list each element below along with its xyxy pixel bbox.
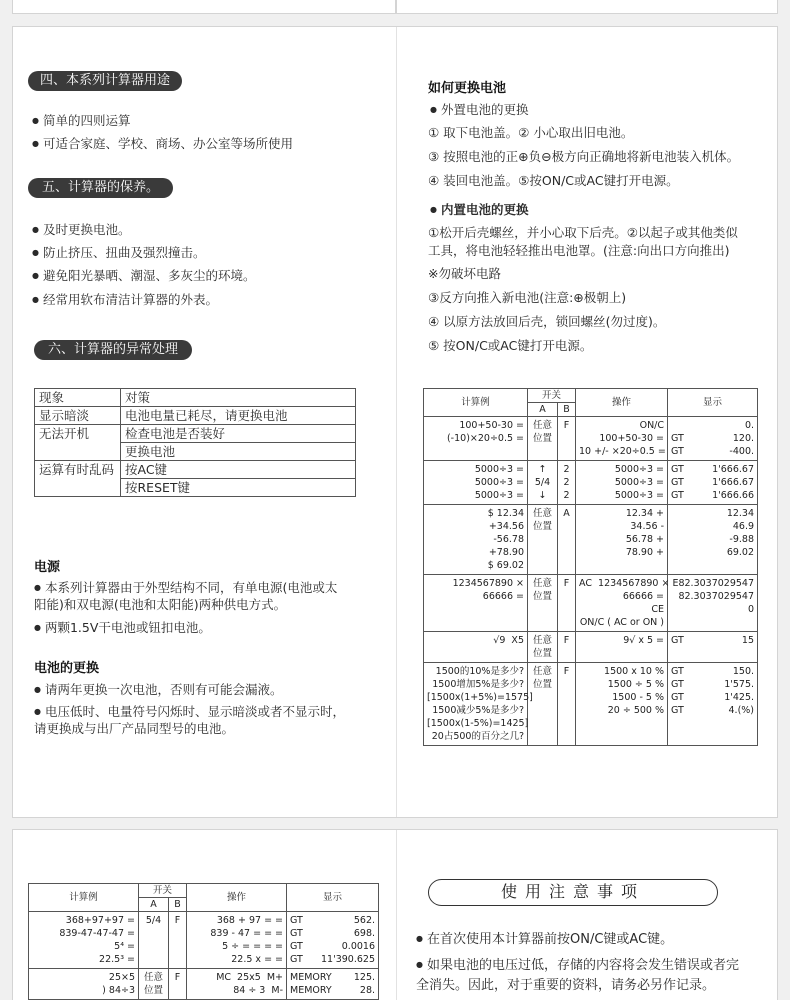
cell-display	[668, 632, 758, 663]
header-b: B	[558, 403, 576, 417]
cell-b: F	[169, 969, 187, 1000]
table-row	[29, 969, 379, 1000]
external-title: ● 外置电池的更换	[430, 100, 529, 118]
display-line	[671, 520, 754, 533]
display-label: MEMORY	[290, 985, 332, 996]
table-header-cell: 现象	[35, 389, 121, 407]
display-label: GT	[671, 464, 684, 475]
display-value: 15	[741, 635, 755, 646]
table-cell: 检查电池是否装好	[121, 425, 356, 443]
table-header-cell: 对策	[121, 389, 356, 407]
display-line	[671, 445, 754, 458]
cell-a: 5/4	[139, 912, 169, 969]
cell-a: 任意 位置	[528, 663, 558, 746]
cell-display	[287, 969, 379, 1000]
display-value: 562.	[353, 915, 376, 926]
display-value: 0.	[744, 420, 755, 431]
display-line	[671, 577, 754, 590]
display-value: 28.	[359, 985, 376, 996]
table-row	[424, 663, 758, 746]
external-step: ③ 按照电池的正⊕负⊖极方向正确地将新电池装入机体。	[428, 149, 740, 164]
display-line	[671, 533, 754, 546]
battery-replace-title: 电池的更换	[34, 661, 100, 676]
display-value: 69.02	[726, 547, 755, 558]
cell-b: F	[558, 575, 576, 632]
table-cell: 无法开机	[35, 425, 121, 461]
header-switch: 开关	[528, 389, 576, 403]
display-value: 4.(%)	[728, 705, 755, 716]
cell-b: 2 2 2	[558, 461, 576, 505]
section5-item: ● 防止挤压、扭曲及强烈撞击。	[32, 243, 206, 261]
section5-item: ● 避免阳光暴晒、潮湿、多灰尘的环境。	[32, 266, 256, 284]
display-value: E82.3037029547	[672, 578, 755, 589]
external-step: ④ 装回电池盖。⑤按ON/C或AC键打开电源。	[428, 173, 679, 188]
table-row	[35, 461, 356, 479]
display-line	[671, 665, 754, 678]
table-row	[424, 575, 758, 632]
section6-title: 六、计算器的异常处理	[34, 340, 192, 360]
display-line	[671, 507, 754, 520]
cell-operation: 9√ x 5 =	[576, 632, 668, 663]
header-switch: 开关	[139, 884, 187, 898]
bottom-divider	[396, 830, 397, 1000]
table-cell: 按AC键	[121, 461, 356, 479]
display-line	[671, 678, 754, 691]
cell-example: 1234567890 × 66666 =	[424, 575, 528, 632]
display-label: MEMORY	[290, 972, 332, 983]
cell-a: 任意 位置	[139, 969, 169, 1000]
notice-item: ● 如果电池的电压过低，存储的内容将会发生错误或者完	[416, 954, 739, 973]
cell-operation: 5000÷3 = 5000÷3 = 5000÷3 =	[576, 461, 668, 505]
display-line	[671, 704, 754, 717]
table-cell: 显示暗淡	[35, 407, 121, 425]
display-value: 82.3037029547	[678, 591, 755, 602]
calc-table-1	[423, 388, 758, 746]
display-value: 698.	[353, 928, 376, 939]
cell-example: 100+50-30 = (-10)×20÷0.5 =	[424, 417, 528, 461]
display-value: 0.0016	[341, 941, 376, 952]
cell-display	[287, 912, 379, 969]
internal-step: ④ 以原方法放回后壳，锁回螺丝(勿过度)。	[428, 314, 666, 329]
power-item-cont: 阳能)和双电源(电池和太阳能)两种供电方式。	[34, 597, 287, 612]
cell-operation: MC 25x5 M+ 84 ÷ 3 M-	[187, 969, 287, 1000]
display-value: 1'666.66	[712, 490, 755, 501]
display-line	[671, 419, 754, 432]
header-example: 计算例	[29, 884, 139, 912]
battery-replace-item: ● 请两年更换一次电池，否则有可能会漏液。	[34, 680, 283, 698]
header-operation: 操作	[187, 884, 287, 912]
display-line	[671, 546, 754, 559]
cell-example: √9 X5	[424, 632, 528, 663]
display-label: GT	[290, 954, 303, 965]
table-row	[35, 407, 356, 425]
display-value: 1'575.	[724, 679, 755, 690]
cell-operation: ON/C 100+50-30 = 10 +/- ×20÷0.5 =	[576, 417, 668, 461]
display-line	[671, 432, 754, 445]
cell-a: ↑ 5/4 ↓	[528, 461, 558, 505]
display-value: 11'390.625	[321, 954, 376, 965]
cell-operation: AC 1234567890 × 66666 = CE ON/C ( AC or ON )	[576, 575, 668, 632]
display-line	[290, 971, 375, 984]
display-line	[671, 489, 754, 502]
table-cell: 电池电量已耗尽，请更换电池	[121, 407, 356, 425]
table-header-row	[424, 389, 758, 403]
internal-title: ● 内置电池的更换	[430, 200, 529, 218]
display-value: 1'425.	[724, 692, 755, 703]
table-row	[424, 632, 758, 663]
display-label: GT	[671, 666, 684, 677]
cell-example: 368+97+97 = 839-47-47-47 = 5⁴ = 22.5³ =	[29, 912, 139, 969]
table-cell: 更换电池	[121, 443, 356, 461]
notice-item-cont: 全消失。因此，对于重要的资料，请务必另作记录。	[416, 978, 716, 993]
cell-display	[668, 417, 758, 461]
display-label: GT	[290, 941, 303, 952]
display-value: 120.	[732, 433, 755, 444]
display-value: 0	[747, 604, 755, 615]
display-label: GT	[290, 915, 303, 926]
display-value: 1'666.67	[712, 477, 755, 488]
battery-replace-item: ● 电压低时、电量符号闪烁时、显示暗淡或者不显示时，	[34, 702, 345, 720]
notice-item: ● 在首次使用本计算器前按ON/C键或AC键。	[416, 928, 673, 947]
display-line	[290, 940, 375, 953]
cell-operation: 1500 x 10 % 1500 ÷ 5 % 1500 - 5 % 20 ÷ 500 %	[576, 663, 668, 746]
cell-example: $ 12.34 +34.56 -56.78 +78.90 $ 69.02	[424, 505, 528, 575]
cell-example: 1500的10%是多少? 1500增加5%是多少? [1500x(1+5%)=1575] 1500减少5%是多少? [1500x(1-5%)=1425] 20占500的百分之几?	[424, 663, 528, 746]
cell-b: F	[558, 417, 576, 461]
display-line	[671, 463, 754, 476]
header-example: 计算例	[424, 389, 528, 417]
cell-a: 任意 位置	[528, 575, 558, 632]
display-line	[671, 590, 754, 603]
display-value: 150.	[732, 666, 755, 677]
cell-a: 任意 位置	[528, 632, 558, 663]
howto-title: 如何更换电池	[428, 81, 507, 96]
cell-b: F	[558, 632, 576, 663]
calc-table-2	[28, 883, 379, 1000]
internal-step: ⑤ 按ON/C或AC键打开电源。	[428, 338, 593, 353]
internal-step: 工具，将电池轻轻推出电池罩。(注意:向出口方向推出)	[428, 243, 730, 258]
cell-a: 任意 位置	[528, 505, 558, 575]
header-operation: 操作	[576, 389, 668, 417]
header-display: 显示	[668, 389, 758, 417]
cell-operation: 368 + 97 = = 839 - 47 = = = 5 ÷ = = = = 22.5 x = =	[187, 912, 287, 969]
table-row	[35, 425, 356, 443]
display-value: -9.88	[729, 534, 755, 545]
table-header-row	[29, 884, 379, 898]
trouble-table	[34, 388, 356, 497]
cell-b: F	[558, 663, 576, 746]
header-a: A	[528, 403, 558, 417]
table-row	[35, 389, 356, 407]
section5-title: 五、计算器的保养。	[28, 178, 173, 198]
internal-step: ※勿破坏电路	[428, 266, 501, 281]
cell-display	[668, 575, 758, 632]
display-line	[290, 927, 375, 940]
cell-b: F	[169, 912, 187, 969]
display-label: GT	[671, 635, 684, 646]
cell-display	[668, 505, 758, 575]
power-item: ● 两颗1.5V干电池或钮扣电池。	[34, 618, 211, 636]
header-a: A	[139, 898, 169, 912]
display-line	[290, 914, 375, 927]
middle-divider	[396, 27, 397, 817]
table-row	[424, 417, 758, 461]
table-cell: 按RESET键	[121, 479, 356, 497]
section5-item: ● 经常用软布清洁计算器的外表。	[32, 290, 218, 308]
cell-example: 25×5 ) 84÷3	[29, 969, 139, 1000]
section4-item: ● 可适合家庭、学校、商场、办公室等场所使用	[32, 134, 293, 152]
display-label: GT	[671, 446, 684, 457]
table-row	[424, 505, 758, 575]
display-value: 1'666.67	[712, 464, 755, 475]
internal-step: ③反方向推入新电池(注意:⊕极朝上)	[428, 290, 627, 305]
battery-replace-item-cont: 请更换成与出厂产品同型号的电池。	[34, 721, 235, 736]
display-line	[671, 691, 754, 704]
top-right-panel	[396, 0, 778, 14]
display-label: GT	[290, 928, 303, 939]
table-cell: 运算有时乱码	[35, 461, 121, 497]
display-line	[290, 953, 375, 966]
power-item: ● 本系列计算器由于外型结构不同，有单电源(电池或太	[34, 578, 337, 596]
notice-title: 使用注意事项	[428, 879, 718, 906]
display-label: GT	[671, 477, 684, 488]
display-line	[290, 984, 375, 997]
display-value: 46.9	[732, 521, 755, 532]
table-row	[424, 461, 758, 505]
cell-operation: 12.34 + 34.56 - 56.78 + 78.90 +	[576, 505, 668, 575]
display-line	[671, 476, 754, 489]
display-label: GT	[671, 490, 684, 501]
cell-display	[668, 461, 758, 505]
power-title: 电源	[34, 560, 61, 575]
table-row	[29, 912, 379, 969]
display-label: GT	[671, 433, 684, 444]
display-value: -400.	[729, 446, 755, 457]
display-label: GT	[671, 705, 684, 716]
section4-title: 四、本系列计算器用途	[28, 71, 182, 91]
cell-example: 5000÷3 = 5000÷3 = 5000÷3 =	[424, 461, 528, 505]
internal-step: ①松开后壳螺丝，并小心取下后壳。②以起子或其他类似	[428, 225, 738, 240]
header-display: 显示	[287, 884, 379, 912]
display-value: 12.34	[726, 508, 755, 519]
display-value: 125.	[353, 972, 376, 983]
external-step: ① 取下电池盖。② 小心取出旧电池。	[428, 125, 634, 140]
section5-item: ● 及时更换电池。	[32, 220, 131, 238]
display-label: GT	[671, 692, 684, 703]
section4-item: ● 简单的四则运算	[32, 111, 131, 129]
top-left-panel	[12, 0, 396, 14]
cell-display	[668, 663, 758, 746]
display-line	[671, 634, 754, 647]
header-b: B	[169, 898, 187, 912]
cell-a: 任意 位置	[528, 417, 558, 461]
display-label: GT	[671, 679, 684, 690]
display-line	[671, 603, 754, 616]
cell-b: A	[558, 505, 576, 575]
